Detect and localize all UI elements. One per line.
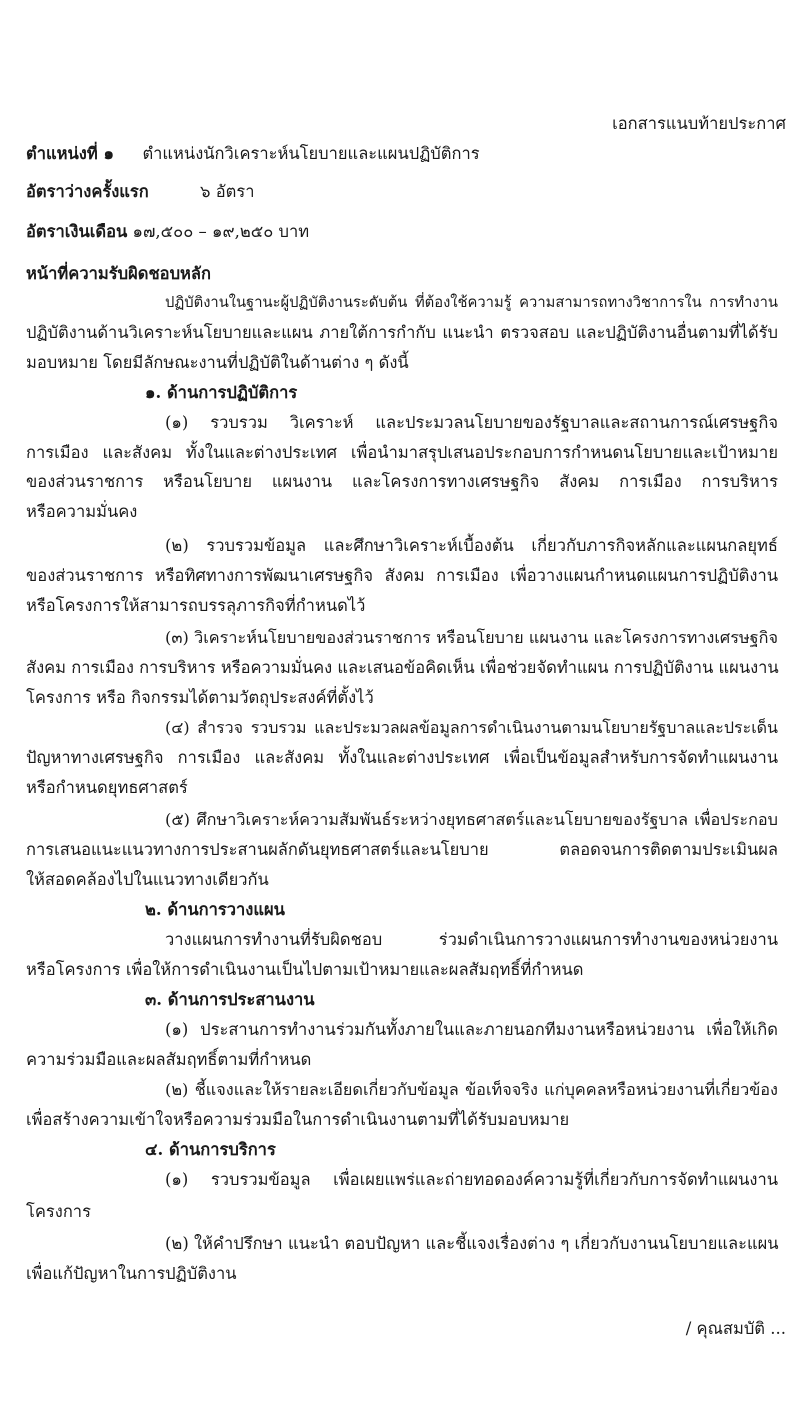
duty-line: หรือโครงการให้สามารถบรรลุภารกิจที่กำหนดไว้ xyxy=(26,596,366,615)
duties-heading: หน้าที่ความรับผิดชอบหลัก xyxy=(26,264,212,283)
attachment-note: เอกสารแนบท้ายประกาศ xyxy=(612,114,786,133)
duty-line: โครงการ หรือ กิจกรรมได้ตามวัตถุประสงค์ที่ตั้งไว้ xyxy=(26,688,374,707)
duty-line: ให้สอดคล้องไปในแนวทางเดียวกัน xyxy=(26,870,269,889)
duties-intro-line: ปฏิบัติงานในฐานะผู้ปฏิบัติงานระดับต้น ที่ต้องใช้ความรู้ ความสามารถทางวิชาการใน การทำงาน xyxy=(165,294,778,311)
duty-line: เพื่อแก้ปัญหาในการปฏิบัติงาน xyxy=(26,1264,237,1283)
section-title: ๑. ด้านการปฏิบัติการ xyxy=(145,383,298,402)
duty-line: ความร่วมมือและผลสัมฤทธิ์ตามที่กำหนด xyxy=(26,1050,312,1069)
continued-note: / คุณสมบัติ ... xyxy=(685,1319,786,1338)
duty-line: หรือโครงการ เพื่อให้การดำเนินงานเป็นไปตามเป้าหมายและผลสัมฤทธิ์ที่กำหนด xyxy=(26,960,584,979)
duties-intro-line: ปฏิบัติงานด้านวิเคราะห์นโยบายและแผน ภายใต้การกำกับ แนะนำ ตรวจสอบ และปฏิบัติงานอื่นตามที่ได้รับ xyxy=(26,323,778,342)
position-title: ตำแหน่งนักวิเคราะห์นโยบายและแผนปฏิบัติการ xyxy=(142,144,480,163)
salary-label: อัตราเงินเดือน xyxy=(26,222,128,241)
duty-line: เพื่อสร้างความเข้าใจหรือความร่วมมือในการดำเนินงานตามที่ได้รับมอบหมาย xyxy=(26,1110,570,1129)
duty-line: (๒) ชี้แจงและให้รายละเอียดเกี่ยวกับข้อมูล ข้อเท็จจริง แก่บุคคลหรือหน่วยงานที่เกี่ยวข้อง xyxy=(165,1080,778,1099)
salary-value: ๑๗,๕๐๐ – ๑๙,๒๕๐ บาท xyxy=(132,222,310,241)
duty-line: (๒) ให้คำปรึกษา แนะนำ ตอบปัญหา และชี้แจงเรื่องต่าง ๆ เกี่ยวกับงานนโยบายและแผน xyxy=(165,1234,779,1253)
vacancy-value: ๖ อัตรา xyxy=(200,182,255,201)
duty-line: (๕) ศึกษาวิเคราะห์ความสัมพันธ์ระหว่างยุทธศาสตร์และนโยบายของรัฐบาล เพื่อประกอบ xyxy=(165,810,778,829)
position-row xyxy=(26,142,480,166)
duty-line: หรือกำหนดยุทธศาสตร์ xyxy=(26,778,188,797)
duty-line: (๑) ประสานการทำงานร่วมกันทั้งภายในและภายนอกทีมงานหรือหน่วยงาน เพื่อให้เกิด xyxy=(165,1020,778,1039)
duty-line: สังคม การเมือง การบริหาร หรือความมั่นคง และเสนอข้อคิดเห็น เพื่อช่วยจัดทำแผน การปฏิบัติงาน แผนงาน xyxy=(26,658,779,677)
duty-line: (๑) รวบรวม วิเคราะห์ และประมวลนโยบายของรัฐบาลและสถานการณ์เศรษฐกิจ xyxy=(165,413,778,432)
duty-line: (๒) รวบรวมข้อมูล และศึกษาวิเคราะห์เบื้องต้น เกี่ยวกับภารกิจหลักและแผนกลยุทธ์ xyxy=(165,536,778,555)
duty-line: (๔) สำรวจ รวบรวม และประมวลผลข้อมูลการดำเนินงานตามนโยบายรัฐบาลและประเด็น xyxy=(165,718,778,737)
section-title: ๒. ด้านการวางแผน xyxy=(145,900,285,919)
section-title: ๔. ด้านการบริการ xyxy=(145,1140,276,1159)
duty-line: (๑) รวบรวมข้อมูล เพื่อเผยแพร่และถ่ายทอดองค์ความรู้ที่เกี่ยวกับการจัดทำแผนงาน xyxy=(165,1170,778,1189)
duty-line: การเสนอแนะแนวทางการประสานผลักดันยุทธศาสตร์และนโยบาย ตลอดจนการติดตามประเมินผล xyxy=(26,840,778,859)
duty-line: โครงการ xyxy=(26,1202,91,1221)
duty-line: หรือความมั่นคง xyxy=(26,502,138,521)
duty-line: ของส่วนราชการ หรือทิศทางการพัฒนาเศรษฐกิจ สังคม การเมือง เพื่อวางแผนกำหนดแผนการปฏิบัติงาน xyxy=(26,566,778,585)
duty-line: ของส่วนราชการ หรือนโยบาย แผนงาน และโครงการทางเศรษฐกิจ สังคม การเมือง การบริหาร xyxy=(26,472,778,491)
duty-line: ปัญหาทางเศรษฐกิจ การเมือง และสังคม ทั้งในและต่างประเทศ เพื่อเป็นข้อมูลสำหรับการจัดทำแผนงาน xyxy=(26,748,778,767)
section-title: ๓. ด้านการประสานงาน xyxy=(145,990,315,1009)
vacancy-label: อัตราว่างครั้งแรก xyxy=(26,182,149,201)
vacancy-row xyxy=(26,180,726,204)
duty-line: วางแผนการทำงานที่รับผิดชอบ ร่วมดำเนินการวางแผนการทำงานของหน่วยงาน xyxy=(165,930,778,949)
duty-line: (๓) วิเคราะห์นโยบายของส่วนราชการ หรือนโยบาย แผนงาน และโครงการทางเศรษฐกิจ xyxy=(165,628,778,647)
duties-intro-line: มอบหมาย โดยมีลักษณะงานที่ปฏิบัติในด้านต่าง ๆ ดังนี้ xyxy=(26,353,409,372)
position-label: ตำแหน่งที่ ๑ xyxy=(26,144,114,163)
duty-line: การเมือง และสังคม ทั้งในและต่างประเทศ เพื่อนำมาสรุปเสนอประกอบการกำหนดนโยบายและเป้าหมาย xyxy=(26,443,778,462)
salary-row xyxy=(26,220,309,244)
